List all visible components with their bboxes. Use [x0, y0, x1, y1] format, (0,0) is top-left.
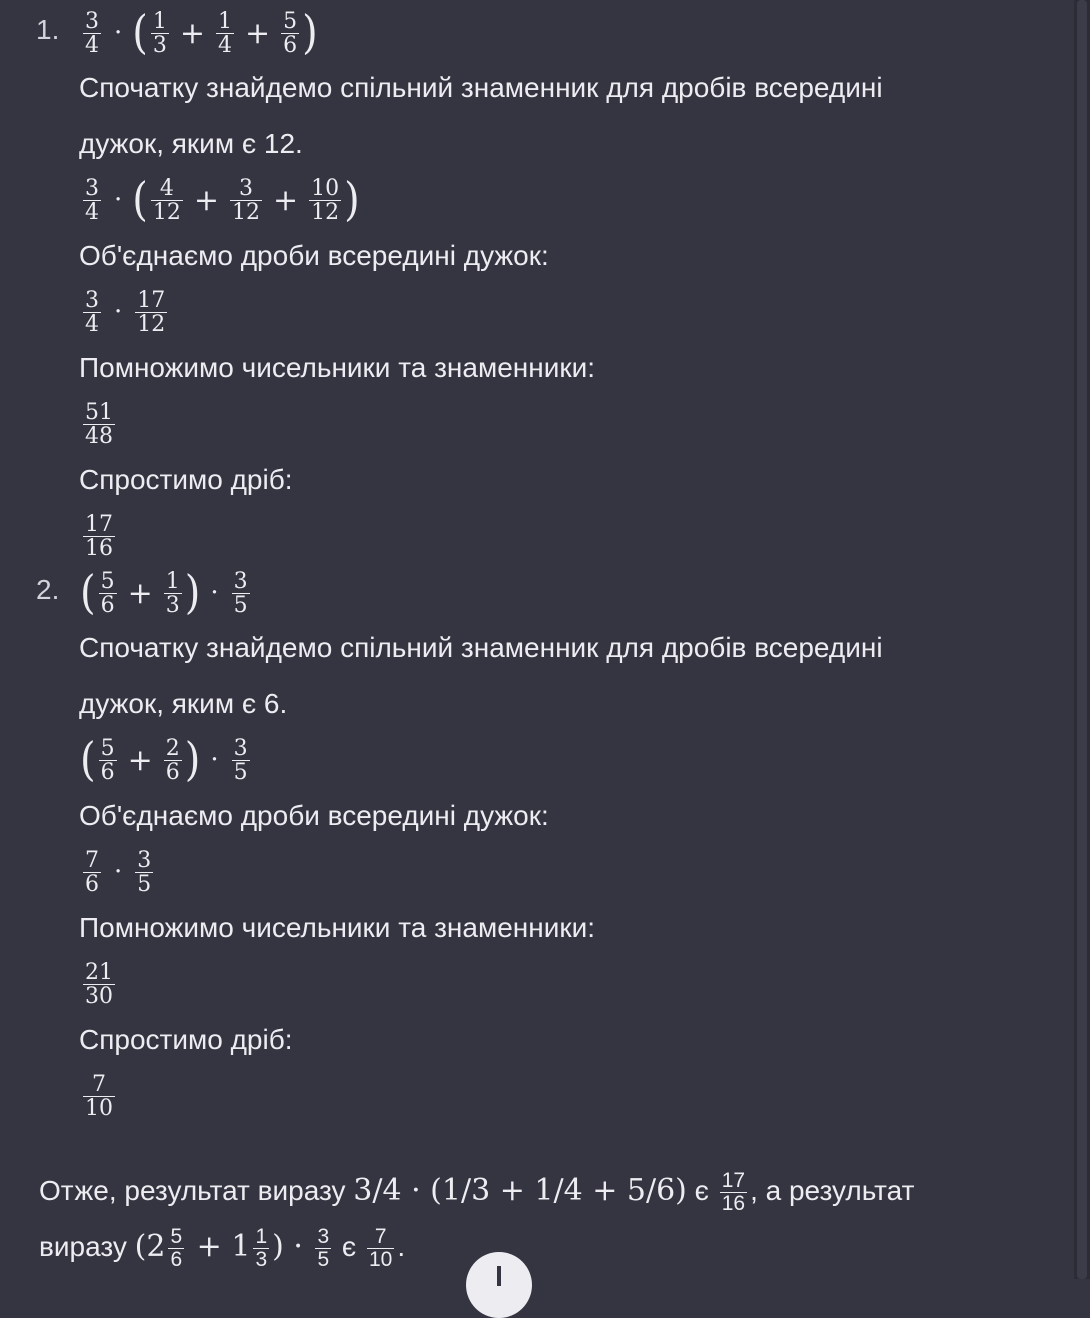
conclusion-line	[39, 1219, 405, 1275]
step-text: Спростимо дріб:	[79, 1024, 293, 1055]
denominator: 6	[85, 871, 99, 897]
arrow-down-icon	[497, 1266, 501, 1286]
conclusion-text: , а результат	[750, 1175, 915, 1206]
denominator: 12	[232, 199, 261, 225]
numerator: 21	[85, 959, 113, 985]
step-text: дужок, яким є 6.	[79, 688, 288, 719]
scroll-to-bottom-button[interactable]	[466, 1252, 532, 1318]
numerator: 51	[85, 399, 113, 425]
math-expression	[80, 956, 118, 1012]
denominator: 3	[165, 592, 180, 618]
multiply-operator: ·	[114, 297, 123, 327]
denominator: 10	[85, 1095, 113, 1121]
numerator: 3	[137, 847, 152, 873]
fraction	[83, 513, 115, 560]
numerator: 1	[218, 8, 233, 34]
conclusion-expression: (2	[134, 1229, 166, 1264]
step-text: Об'єднаємо дроби всередині дужок:	[79, 240, 549, 271]
denominator: 3	[152, 32, 167, 58]
fraction: $\frac{17}{16}$	[721, 1169, 746, 1216]
fraction	[83, 849, 101, 896]
numerator: 2	[165, 735, 180, 761]
denominator: 12	[152, 199, 181, 225]
denominator: 4	[85, 199, 99, 225]
plus-operator: +	[273, 182, 299, 218]
denominator: 6	[283, 32, 298, 58]
parenthesis: (	[132, 6, 148, 60]
step-text: Помножимо чисельники та знаменники:	[79, 352, 596, 383]
fraction	[151, 10, 169, 57]
parenthesis: (	[80, 566, 96, 620]
fraction	[83, 289, 101, 336]
conclusion-expression: ) ·	[272, 1229, 313, 1264]
multiply-operator: ·	[210, 745, 219, 775]
numerator: 17	[137, 287, 166, 313]
numerator: 7	[85, 847, 99, 873]
math-expression	[80, 1068, 118, 1124]
step-text: Об'єднаємо дроби всередині дужок:	[79, 800, 549, 831]
math-expression	[80, 732, 253, 788]
fraction	[83, 177, 101, 224]
fraction	[151, 177, 183, 224]
step-text: дужок, яким є 12.	[79, 128, 303, 159]
denominator: 12	[311, 199, 340, 225]
fraction	[99, 737, 117, 784]
conclusion-expression: 3/4 · (1/3 + 1/4 + 5/6)	[353, 1173, 687, 1208]
numerator: 3	[233, 735, 248, 761]
plus-operator: +	[179, 15, 206, 51]
fraction	[164, 737, 182, 784]
fraction: $\frac{3}{5}$	[317, 1225, 330, 1272]
numerator: 3	[85, 175, 99, 201]
numerator: 5	[283, 8, 298, 34]
denominator: 4	[218, 32, 233, 58]
scrollbar-thumb[interactable]	[1077, 0, 1087, 1279]
parenthesis: )	[302, 6, 318, 60]
denominator: 30	[85, 983, 113, 1009]
conclusion-text: виразу	[39, 1231, 135, 1262]
numerator: 4	[159, 175, 174, 201]
math-expression	[80, 172, 360, 228]
fraction: $\frac{7}{10}$	[368, 1225, 393, 1272]
conclusion-text: є	[334, 1231, 364, 1262]
math-expression	[80, 565, 253, 621]
fraction	[232, 737, 250, 784]
denominator: 12	[137, 311, 166, 337]
conclusion-line	[39, 1163, 914, 1219]
parenthesis: )	[184, 733, 201, 787]
step-text: Спочатку знайдемо спільний знаменник для дробів всередині	[79, 72, 883, 103]
numerator: 17	[85, 511, 113, 537]
denominator: 4	[85, 311, 99, 337]
step-text: Спростимо дріб:	[79, 464, 293, 495]
step-number: 2.	[36, 574, 60, 605]
denominator: 5	[137, 871, 152, 897]
conclusion-text: .	[397, 1231, 406, 1262]
plus-operator: +	[245, 15, 271, 51]
fraction	[135, 849, 153, 896]
fraction	[309, 177, 341, 224]
fraction	[230, 177, 262, 224]
fraction	[281, 10, 299, 57]
denominator: 6	[100, 759, 115, 785]
fraction	[83, 401, 115, 448]
math-expression	[80, 508, 118, 564]
numerator: 3	[233, 568, 248, 594]
numerator: 3	[239, 175, 254, 201]
math-expression	[80, 284, 170, 340]
fraction	[83, 1073, 115, 1120]
denominator: 5	[233, 592, 248, 618]
numerator: 3	[85, 287, 99, 313]
multiply-operator: ·	[114, 18, 123, 48]
plus-operator: +	[193, 182, 220, 218]
denominator: 6	[165, 759, 180, 785]
fraction	[232, 570, 250, 617]
parenthesis: )	[184, 566, 201, 620]
denominator: 6	[100, 592, 115, 618]
step-text: Спочатку знайдемо спільний знаменник для дробів всередині	[79, 632, 883, 663]
fraction	[216, 10, 234, 57]
fraction: $\frac{5}{6}$	[170, 1225, 183, 1272]
denominator: 5	[233, 759, 248, 785]
numerator: 3	[85, 8, 99, 34]
plus-operator: +	[127, 575, 153, 611]
numerator: 5	[100, 735, 115, 761]
numerator: 5	[100, 568, 115, 594]
parenthesis: (	[80, 733, 96, 787]
fraction	[99, 570, 117, 617]
fraction	[83, 10, 101, 57]
fraction: $\frac{1}{3}$	[255, 1225, 268, 1272]
math-expression	[80, 844, 156, 900]
math-expression	[80, 396, 118, 452]
conclusion-expression: + 1	[187, 1229, 251, 1264]
math-expression	[80, 5, 318, 61]
conclusion-text: Отже, результат виразу	[39, 1175, 354, 1206]
plus-operator: +	[127, 742, 153, 778]
denominator: 4	[85, 32, 99, 58]
parenthesis: (	[132, 173, 148, 227]
numerator: 7	[92, 1071, 106, 1097]
denominator: 48	[85, 423, 113, 449]
denominator: 16	[85, 535, 113, 561]
fraction	[135, 289, 167, 336]
scrollbar[interactable]	[1074, 0, 1090, 1279]
multiply-operator: ·	[210, 578, 219, 608]
multiply-operator: ·	[114, 185, 123, 215]
numerator: 1	[165, 568, 180, 594]
multiply-operator: ·	[114, 857, 123, 887]
conclusion-text: є	[686, 1175, 717, 1206]
parenthesis: )	[344, 173, 360, 227]
fraction	[83, 961, 115, 1008]
numerator: 1	[152, 8, 167, 34]
step-number: 1.	[36, 14, 60, 45]
step-text: Помножимо чисельники та знаменники:	[79, 912, 596, 943]
numerator: 10	[311, 175, 340, 201]
fraction	[164, 570, 182, 617]
